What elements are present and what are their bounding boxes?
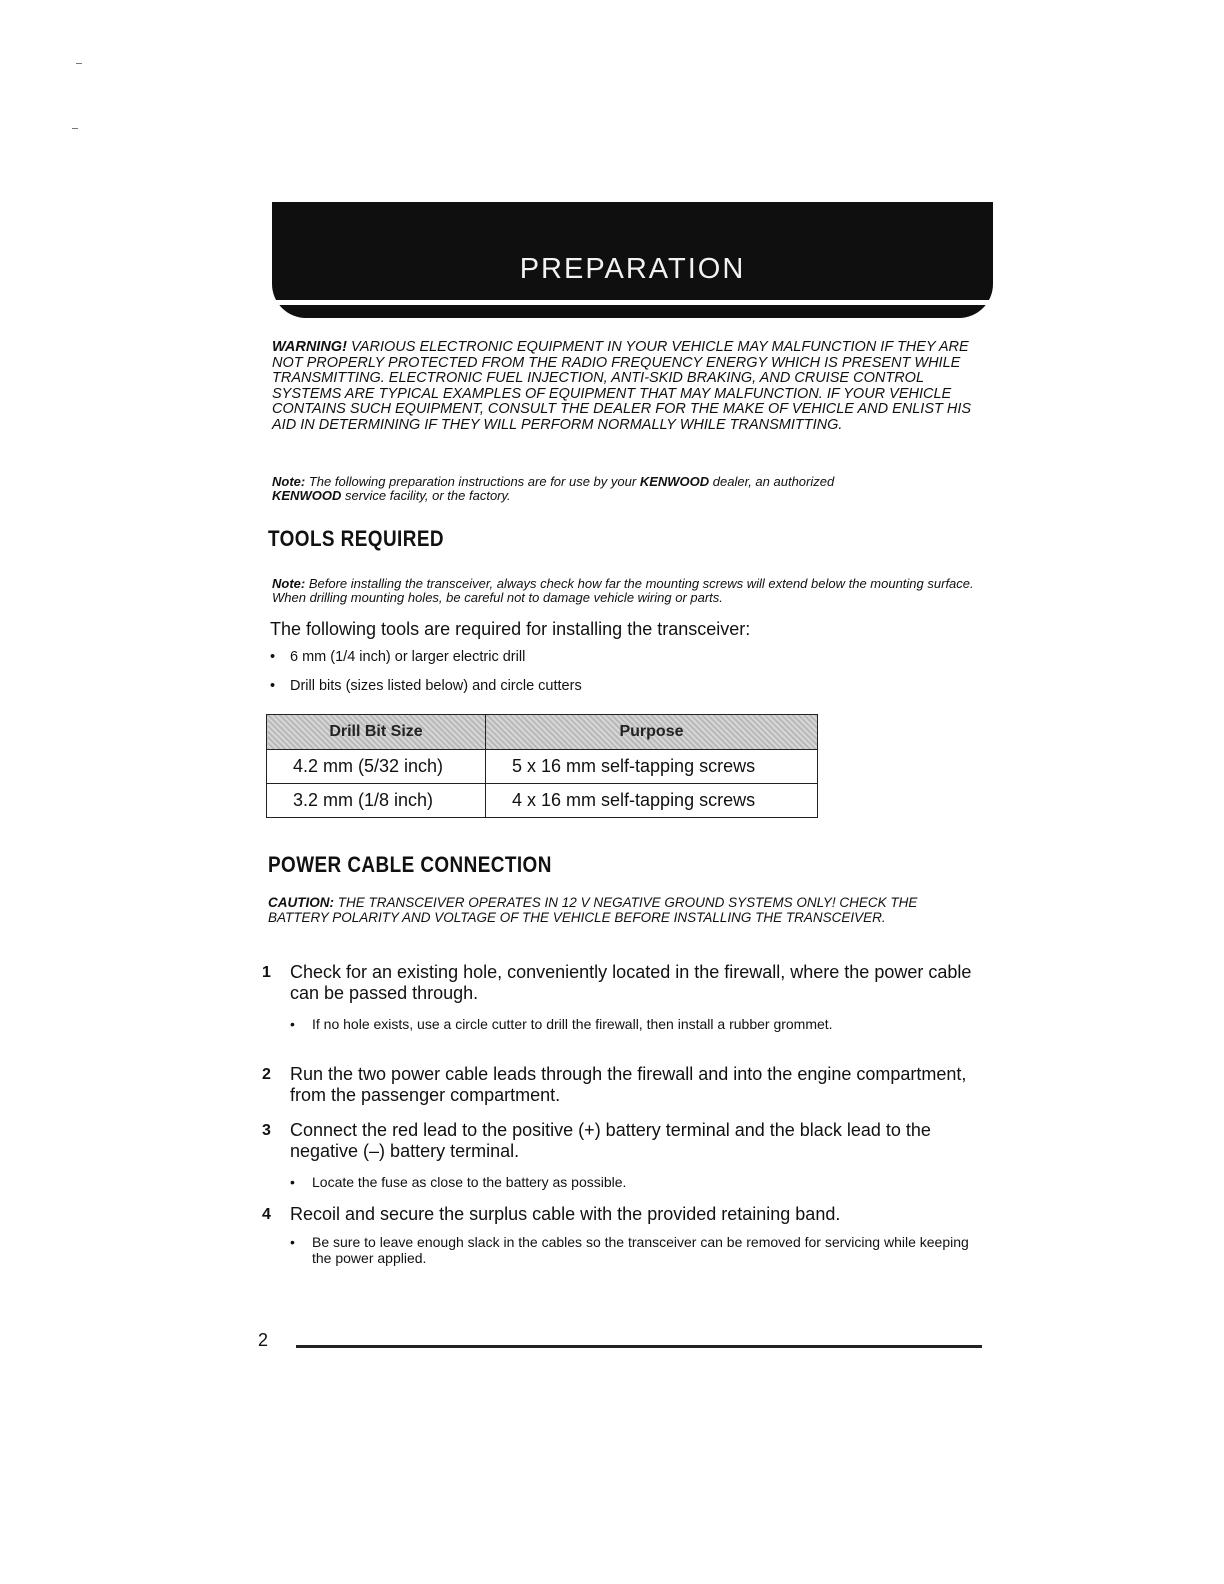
step-text: Run the two power cable leads through the firewall and into the engine compartment, from the passenger compartment. — [290, 1064, 967, 1105]
step-text: Check for an existing hole, conveniently located in the firewall, where the power cable can be passed through. — [290, 962, 972, 1003]
brand-name: KENWOOD — [639, 474, 710, 489]
tools-bullet: • 6 mm (1/4 inch) or larger electric drill — [270, 649, 526, 665]
tools-intro: The following tools are required for installing the transceiver: — [270, 619, 751, 639]
footer-rule — [296, 1345, 982, 1348]
step-subnote: • Be sure to leave enough slack in the cables so the transceiver can be removed for servicing while keeping the power applied. — [290, 1234, 969, 1266]
step-item — [262, 1204, 982, 1225]
preparation-note — [272, 475, 972, 503]
table-cell: 4.2 mm (5/32 inch) — [267, 750, 486, 784]
step-number: 4 — [262, 1206, 271, 1223]
tools-bullet-text: 6 mm (1/4 inch) or larger electric drill — [290, 649, 526, 665]
power-heading: POWER CABLE CONNECTION — [268, 852, 552, 877]
step-number: 1 — [262, 964, 271, 981]
tools-bullet-text: Drill bits (sizes listed below) and circle cutters — [290, 678, 582, 694]
caution-label: CAUTION: — [268, 895, 334, 910]
table-header-drill-bit-size: Drill Bit Size — [267, 715, 486, 750]
warning-label: WARNING! — [272, 339, 347, 355]
caution-block — [268, 896, 968, 925]
table-cell: 5 x 16 mm self-tapping screws — [486, 750, 818, 784]
step-text: Recoil and secure the surplus cable with the provided retaining band. — [290, 1204, 841, 1224]
step-subnote: • Locate the fuse as close to the battery as possible. — [290, 1174, 970, 1190]
step-subnote: • If no hole exists, use a circle cutter to drill the firewall, then install a rubber grommet. — [290, 1016, 970, 1032]
warning-text: VARIOUS ELECTRONIC EQUIPMENT IN YOUR VEHICLE MAY MALFUNCTION IF THEY ARE NOT PROPERLY PROTECTED FROM THE RADIO FREQUENCY ENERGY WHICH IS PRESENT WHILE TRANSMITTING. ELECTRONIC FUEL INJECTION, ANTI-SKID BRAKING, AND CRUISE CONTROL SYSTEMS ARE TYPICAL EXAMPLES OF EQUIPMENT THAT MAY MALFUNCTION. IF YOUR VEHICLE CONTAINS SUCH EQUIPMENT, CONSULT THE DEALER FOR THE MAKE OF VEHICLE AND ENLIST HIS AID IN DETERMINING IF THEY WILL PERFORM NORMALLY WHILE TRANSMITTING. — [272, 339, 972, 433]
scan-speck — [76, 63, 82, 64]
table-header-row — [267, 715, 818, 750]
step-subnote-text: Locate the fuse as close to the battery as possible. — [312, 1174, 627, 1190]
step-item — [262, 1064, 982, 1106]
step-number: 2 — [262, 1066, 271, 1083]
table-cell: 4 x 16 mm self-tapping screws — [486, 784, 818, 818]
step-item — [262, 962, 982, 1004]
table-header-purpose: Purpose — [486, 715, 818, 750]
tools-note-label: Note: — [272, 576, 306, 591]
note-text-b: dealer, an authorized — [712, 474, 835, 489]
step-text: Connect the red lead to the positive (+) battery terminal and the black lead to the negative (–) battery terminal. — [290, 1120, 931, 1161]
note-label: Note: — [272, 474, 306, 489]
page-number: 2 — [258, 1330, 269, 1350]
drill-bit-table — [266, 714, 818, 818]
table-row — [267, 750, 818, 784]
page-title: PREPARATION — [519, 253, 746, 285]
step-number: 3 — [262, 1122, 271, 1139]
tools-heading: TOOLS REQUIRED — [268, 526, 444, 551]
tools-note-text: Before installing the transceiver, always check how far the mounting screws will extend below the mounting surface. When drilling mounting holes, be careful not to damage vehicle wiring or parts. — [272, 576, 974, 605]
warning-block — [272, 340, 996, 434]
step-subnote-text: If no hole exists, use a circle cutter to drill the firewall, then install a rubber grommet. — [312, 1016, 833, 1032]
note-text-a: The following preparation instructions are for use by your — [308, 474, 637, 489]
step-item — [262, 1120, 982, 1162]
tools-note — [272, 577, 992, 605]
step-subnote-text: Be sure to leave enough slack in the cables so the transceiver can be removed for servicing while keeping the power applied. — [312, 1234, 969, 1266]
brand-name: KENWOOD — [272, 488, 342, 503]
caution-text: THE TRANSCEIVER OPERATES IN 12 V NEGATIVE GROUND SYSTEMS ONLY! CHECK THE BATTERY POLARITY AND VOLTAGE OF THE VEHICLE BEFORE INSTALLING THE TRANSCEIVER. — [268, 895, 918, 925]
header-banner-rule — [272, 300, 993, 305]
tools-bullet: • Drill bits (sizes listed below) and circle cutters — [270, 678, 582, 694]
scan-speck — [72, 128, 78, 129]
table-row — [267, 784, 818, 818]
table-cell: 3.2 mm (1/8 inch) — [267, 784, 486, 818]
note-text-c: service facility, or the factory. — [344, 488, 511, 503]
